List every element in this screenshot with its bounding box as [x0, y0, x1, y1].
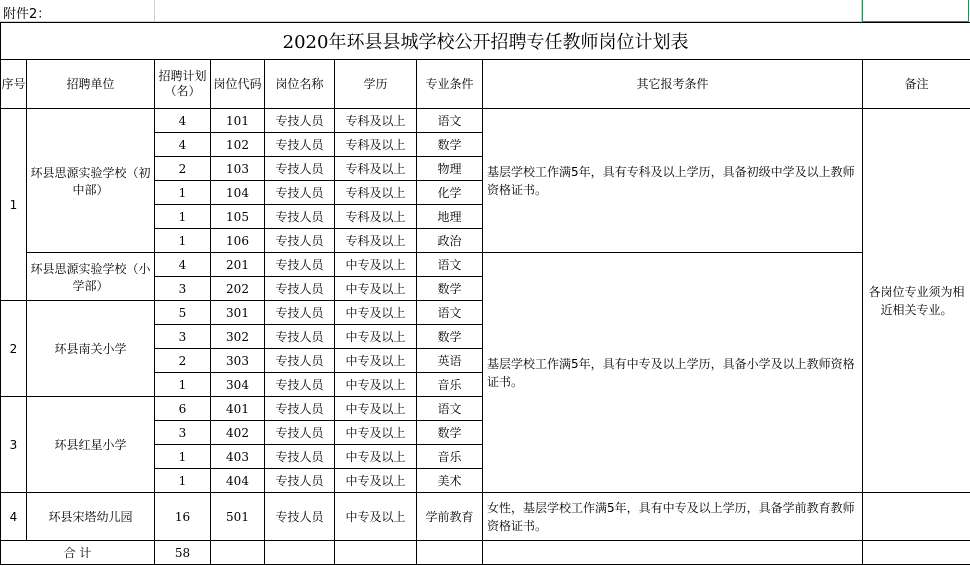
unit-cell: 环县思源实验学校（小学部）	[27, 253, 155, 301]
major-cell: 音乐	[417, 373, 483, 397]
education-cell: 中专及以上	[335, 445, 417, 469]
education-cell: 中专及以上	[335, 325, 417, 349]
education-cell: 专科及以上	[335, 133, 417, 157]
attachment-label: 附件2：	[3, 7, 51, 22]
plan-cell: 2	[155, 349, 211, 373]
header-other-conditions: 其它报考条件	[483, 60, 863, 109]
header-plan: 招聘计划（名）	[155, 60, 211, 109]
seq-cell: 2	[1, 301, 27, 397]
plan-cell: 1	[155, 373, 211, 397]
plan-cell: 6	[155, 397, 211, 421]
major-cell: 数学	[417, 325, 483, 349]
position-cell: 专技人员	[265, 253, 335, 277]
education-cell: 中专及以上	[335, 397, 417, 421]
conditions-cell: 基层学校工作满5年，具有专科及以上学历，具备初级中学及以上教师资格证书。	[483, 109, 863, 253]
major-cell: 数学	[417, 421, 483, 445]
position-cell: 专技人员	[265, 445, 335, 469]
header-remark: 备注	[863, 60, 970, 109]
unit-cell: 环县思源实验学校（初中部）	[27, 109, 155, 253]
code-cell: 404	[211, 469, 265, 493]
header-position: 岗位名称	[265, 60, 335, 109]
education-cell: 中专及以上	[335, 301, 417, 325]
code-cell: 501	[211, 493, 265, 541]
remark-cell: 各岗位专业须为相近相关专业。	[863, 109, 970, 493]
major-cell: 语文	[417, 397, 483, 421]
total-value: 58	[155, 541, 211, 565]
education-cell: 专科及以上	[335, 229, 417, 253]
code-cell: 402	[211, 421, 265, 445]
cell-a1[interactable]	[0, 0, 155, 22]
education-cell: 中专及以上	[335, 253, 417, 277]
code-cell: 106	[211, 229, 265, 253]
code-cell: 302	[211, 325, 265, 349]
plan-cell: 5	[155, 301, 211, 325]
empty-cell	[483, 541, 863, 565]
position-cell: 专技人员	[265, 421, 335, 445]
total-label: 合 计	[1, 541, 155, 565]
header-unit: 招聘单位	[27, 60, 155, 109]
major-cell: 语文	[417, 301, 483, 325]
position-cell: 专技人员	[265, 229, 335, 253]
plan-cell: 4	[155, 109, 211, 133]
table-title: 2020年环县县城学校公开招聘专任教师岗位计划表	[1, 23, 970, 60]
education-cell: 专科及以上	[335, 181, 417, 205]
total-row	[1, 541, 970, 565]
empty-cell	[417, 541, 483, 565]
code-cell: 401	[211, 397, 265, 421]
header-education: 学历	[335, 60, 417, 109]
position-cell: 专技人员	[265, 469, 335, 493]
header-code: 岗位代码	[211, 60, 265, 109]
plan-cell: 1	[155, 229, 211, 253]
major-cell: 政治	[417, 229, 483, 253]
major-cell: 数学	[417, 277, 483, 301]
major-cell: 数学	[417, 133, 483, 157]
table-row	[1, 109, 970, 133]
selected-cell-outline[interactable]	[862, 0, 969, 22]
education-cell: 中专及以上	[335, 493, 417, 541]
empty-cell	[265, 541, 335, 565]
plan-cell: 3	[155, 421, 211, 445]
position-cell: 专技人员	[265, 181, 335, 205]
code-cell: 105	[211, 205, 265, 229]
major-cell: 英语	[417, 349, 483, 373]
plan-cell: 1	[155, 181, 211, 205]
education-cell: 专科及以上	[335, 205, 417, 229]
code-cell: 403	[211, 445, 265, 469]
position-cell: 专技人员	[265, 493, 335, 541]
plan-cell: 3	[155, 277, 211, 301]
position-cell: 专技人员	[265, 277, 335, 301]
header-seq: 序号	[1, 60, 27, 109]
plan-cell: 16	[155, 493, 211, 541]
plan-cell: 1	[155, 445, 211, 469]
plan-cell: 3	[155, 325, 211, 349]
code-cell: 301	[211, 301, 265, 325]
plan-cell: 2	[155, 157, 211, 181]
conditions-cell: 女性，基层学校工作满5年，具有中专及以上学历，具备学前教育教师资格证书。	[483, 493, 863, 541]
education-cell: 专科及以上	[335, 157, 417, 181]
code-cell: 101	[211, 109, 265, 133]
table-row	[1, 253, 970, 277]
position-cell: 专技人员	[265, 301, 335, 325]
header-row	[1, 60, 970, 109]
conditions-cell: 基层学校工作满5年，具有中专及以上学历，具备小学及以上教师资格证书。	[483, 253, 863, 493]
education-cell: 中专及以上	[335, 277, 417, 301]
cell-b1[interactable]	[155, 0, 862, 22]
education-cell: 中专及以上	[335, 469, 417, 493]
position-cell: 专技人员	[265, 205, 335, 229]
major-cell: 地理	[417, 205, 483, 229]
unit-cell: 环县南关小学	[27, 301, 155, 397]
position-cell: 专技人员	[265, 373, 335, 397]
seq-cell: 3	[1, 397, 27, 493]
position-cell: 专技人员	[265, 133, 335, 157]
empty-cell	[863, 541, 970, 565]
seq-cell: 1	[1, 109, 27, 301]
header-major: 专业条件	[417, 60, 483, 109]
plan-cell: 4	[155, 253, 211, 277]
major-cell: 音乐	[417, 445, 483, 469]
code-cell: 201	[211, 253, 265, 277]
education-cell: 中专及以上	[335, 349, 417, 373]
major-cell: 物理	[417, 157, 483, 181]
plan-cell: 1	[155, 469, 211, 493]
major-cell: 化学	[417, 181, 483, 205]
code-cell: 103	[211, 157, 265, 181]
education-cell: 专科及以上	[335, 109, 417, 133]
empty-cell	[211, 541, 265, 565]
position-cell: 专技人员	[265, 325, 335, 349]
position-cell: 专技人员	[265, 397, 335, 421]
major-cell: 语文	[417, 109, 483, 133]
major-cell: 学前教育	[417, 493, 483, 541]
code-cell: 304	[211, 373, 265, 397]
remark-cell-empty	[863, 493, 970, 541]
education-cell: 中专及以上	[335, 373, 417, 397]
education-cell: 中专及以上	[335, 421, 417, 445]
seq-cell: 4	[1, 493, 27, 541]
code-cell: 104	[211, 181, 265, 205]
unit-cell: 环县红星小学	[27, 397, 155, 493]
position-cell: 专技人员	[265, 109, 335, 133]
major-cell: 美术	[417, 469, 483, 493]
plan-cell: 4	[155, 133, 211, 157]
position-cell: 专技人员	[265, 157, 335, 181]
major-cell: 语文	[417, 253, 483, 277]
code-cell: 102	[211, 133, 265, 157]
unit-cell: 环县宋塔幼儿园	[27, 493, 155, 541]
code-cell: 202	[211, 277, 265, 301]
empty-cell	[335, 541, 417, 565]
table-row	[1, 493, 970, 541]
position-cell: 专技人员	[265, 349, 335, 373]
plan-cell: 1	[155, 205, 211, 229]
recruitment-plan-table	[0, 22, 970, 565]
code-cell: 303	[211, 349, 265, 373]
sheet-row-1	[0, 0, 970, 22]
